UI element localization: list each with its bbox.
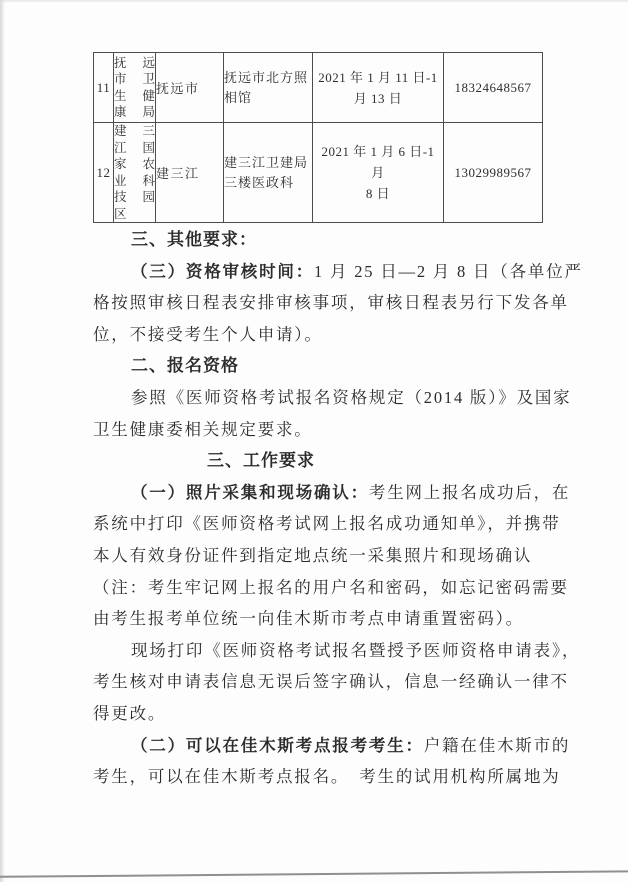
org-name-line: 抚 远 — [114, 55, 155, 70]
text-run: 参照《医师资格考试报名资格规定（2014 版）》及国家 — [131, 387, 572, 407]
paragraph-line — [93, 256, 583, 288]
text-run: 得更改。 — [93, 703, 167, 723]
text-run: （注：考生牢记网上报名的用户名和密码，如忘记密码需要 — [93, 577, 569, 597]
date-range-cell — [313, 53, 444, 123]
phone-number-cell: 13029989567 — [444, 123, 543, 223]
org-name-line: 区 — [114, 206, 127, 221]
document-body-text — [93, 224, 583, 793]
text-run: 户籍在佳木斯市的 — [423, 735, 571, 755]
text-run: 考生，可以在佳木斯考点报名。 考生的试用机构所属地为 — [93, 767, 561, 787]
paragraph-line — [93, 761, 563, 793]
date-range-line: 2021 年 1 月 6 日-1 月 — [321, 144, 435, 180]
org-name-line: 康 局 — [114, 105, 155, 119]
paragraph-line — [93, 477, 571, 509]
confirmation-place-cell — [224, 53, 313, 123]
text-run: 1 月 25 日—2 月 8 日（各单位严 — [314, 261, 583, 281]
scan-top-edge — [0, 0, 628, 3]
confirmation-place-line: 相馆 — [224, 89, 253, 105]
confirmation-place-line: 抚远市北方照 — [224, 69, 309, 85]
org-name-line: 业 科 — [114, 173, 155, 188]
scan-left-edge — [0, 0, 5, 882]
text-run: 位，不接受考生个人申请）。 — [93, 324, 323, 344]
org-name-line: 家 农 — [114, 157, 155, 171]
scan-page-bottom-edge — [0, 870, 628, 878]
org-name-cell — [114, 123, 156, 223]
table-row — [94, 123, 543, 223]
text-run: 考生核对申请表信息无误后签字确认，信息一经确认一律不 — [93, 672, 569, 692]
paragraph-line — [93, 635, 581, 667]
paragraph-line — [93, 572, 569, 604]
paragraph-line — [93, 287, 569, 319]
text-run: 系统中打印《医师资格考试网上报名成功通知单》，并携带 — [93, 514, 561, 534]
bold-text-run: （一）照片采集和现场确认： — [131, 482, 369, 502]
section-heading-line — [93, 224, 563, 256]
bold-text-run: （二）可以在佳木斯考点报考考生： — [131, 735, 424, 755]
table-body — [94, 53, 543, 223]
paragraph-line — [93, 508, 563, 540]
row-number-cell: 12 — [94, 123, 114, 223]
text-run: 格按照审核日程表安排审核事项，审核日程表另行下发各单 — [93, 293, 569, 313]
date-range-cell — [313, 123, 444, 223]
confirmation-place-line: 建三江卫建局 — [224, 154, 309, 170]
text-run: 由考生报考单位统一向佳木斯市考点申请重置密码）。 — [93, 609, 524, 629]
bold-text-run: 二、报名资格 — [131, 356, 239, 376]
paragraph-line — [93, 603, 563, 635]
section-heading-line — [93, 445, 563, 477]
text-run: 卫生健康委相关规定要求。 — [93, 419, 313, 439]
paragraph-line — [93, 666, 569, 698]
text-run: 现场打印《医师资格考试报名暨授予医师资格申请表》， — [131, 640, 581, 660]
registration-sites-table — [93, 52, 543, 223]
org-name-line: 建 三 — [114, 124, 155, 138]
date-range-line: 月 13 日 — [353, 90, 403, 106]
paragraph-line — [93, 730, 571, 762]
phone-number-cell: 18324648567 — [444, 53, 543, 123]
text-run: 本人有效身份证件到指定地点统一采集照片和现场确认 — [93, 545, 533, 565]
bold-text-run: 三、工作要求 — [207, 451, 315, 471]
city-cell: 抚远市 — [156, 53, 224, 123]
org-name-cell — [114, 53, 156, 123]
org-name-line: 生 健 — [114, 88, 155, 103]
confirmation-place-cell — [224, 123, 313, 223]
org-name-line: 江 国 — [114, 140, 155, 155]
paragraph-line — [93, 382, 572, 414]
date-range-line: 2021 年 1 月 11 日-1 — [318, 69, 438, 85]
paragraph-line — [93, 414, 563, 446]
paragraph-line — [93, 698, 563, 730]
bold-text-run: 三、其他要求： — [131, 230, 257, 249]
bold-text-run: （三）资格审核时间： — [131, 261, 314, 281]
org-name-line: 市 卫 — [114, 72, 155, 86]
org-name-line: 技 园 — [114, 190, 155, 204]
section-heading-line — [93, 350, 563, 382]
paragraph-line — [93, 319, 563, 351]
text-run: 考生网上报名成功后，在 — [368, 482, 571, 502]
row-number-cell: 11 — [94, 53, 114, 123]
date-range-line: 8 日 — [365, 186, 391, 201]
city-cell: 建三江 — [156, 123, 224, 223]
confirmation-place-line: 三楼医政科 — [224, 174, 295, 190]
paragraph-line — [93, 540, 563, 572]
table-row — [94, 53, 543, 123]
